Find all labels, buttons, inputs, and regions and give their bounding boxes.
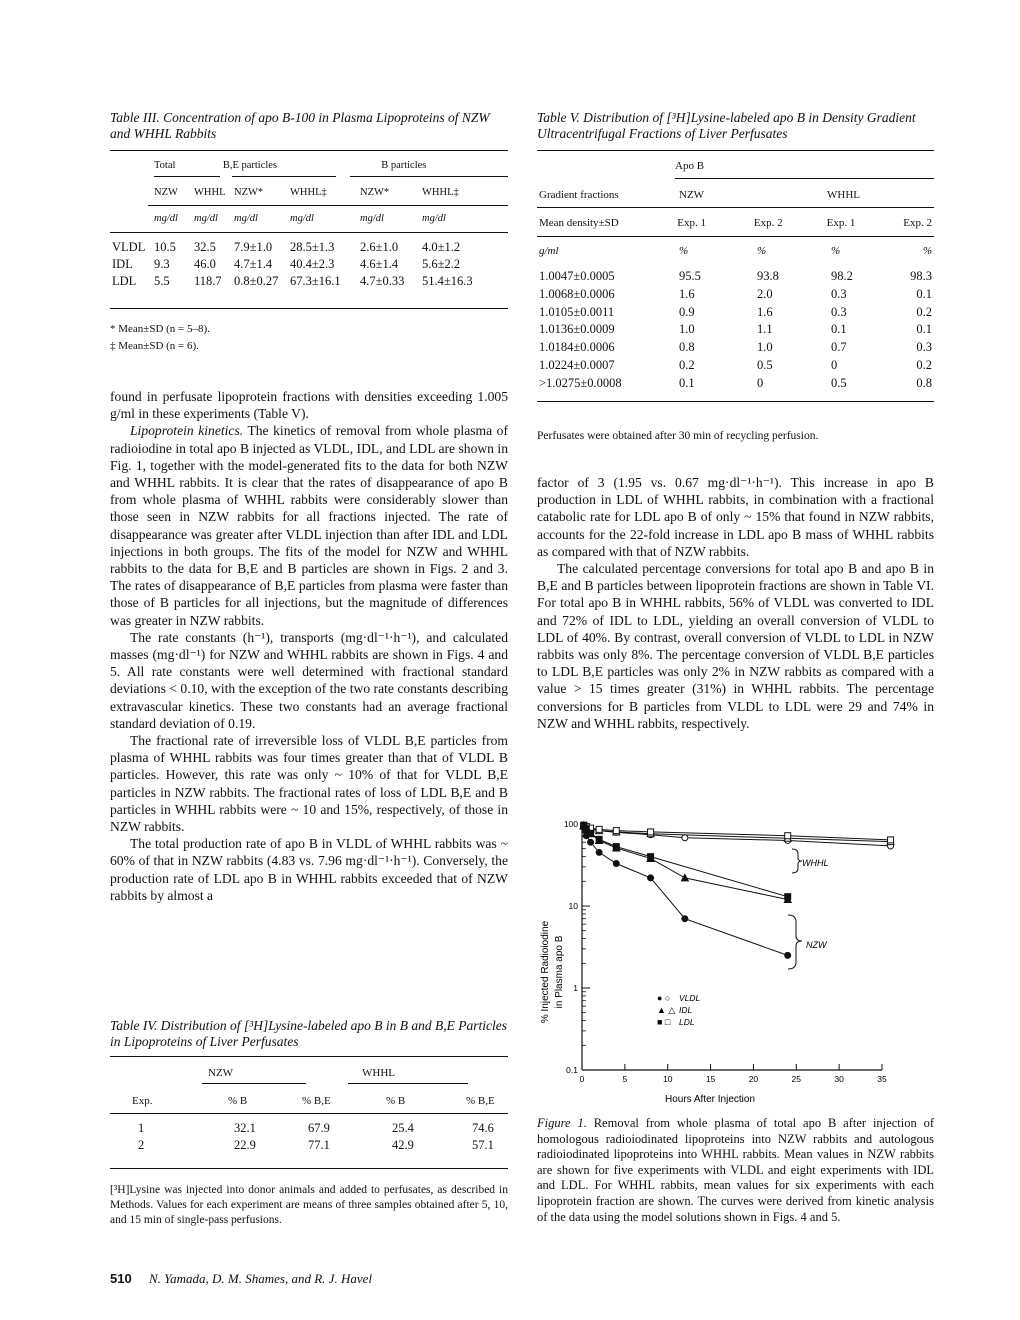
table-cell: 0.7 [831,340,847,355]
table-cell: 51.4±16.3 [422,274,473,288]
table-cell: 4.6±1.4 [360,257,399,271]
legend-label-vldl: VLDL [679,993,701,1003]
table4-rule-nzw [202,1083,306,1084]
table-cell: 0.5 [757,357,773,372]
table3-group-b: B particles [381,160,427,171]
table4-bottom-rule [110,1168,508,1169]
table3-row-label: VLDL [112,240,146,254]
table-cell: 1.0047±0.0005 [539,269,615,283]
data-point [682,835,688,841]
table5-bottom-rule [537,401,934,402]
paragraph: factor of 3 (1.95 vs. 0.67 mg·dl⁻¹·h⁻¹). This increase in apo B production in LDL of WHHL rabbits, in combination with a fractional catabolic rate for LDL apo B of only ~ 15% that found in NZW rabbits, accounts for the 22-fold increase in LDL apo B mass of WHHL rabbits as compared with that of NZW rabbits. [537,475,934,559]
data-point [596,849,602,855]
table-cell: 1.0224±0.0007 [539,357,615,372]
table3-sub-whhl: WHHL [194,187,226,198]
table-cell: 4.7±0.33 [360,274,405,288]
table3-units [110,212,508,226]
paragraph: The calculated percentage conversions for total apo B and apo B in B,E and B particles between lipoprotein fractions are shown in Table VI. For total apo B in WHHL rabbits, 56% of VLDL was converted to IDL and 72% of IDL to LDL, yielding an overall conversion of VLDL to LDL of 40%. By contrast, overall conversion of VLDL to LDL in NZW rabbits was only 8%. The percentage conversion of VLDL B,E particles to LDL B,E particles was only 2% in NZW rabbits as compared with a value > 15 times greater (31%) in WHHL rabbits. The percentage conversions for B particles from VLDL to LDL were 29 and 74% in NZW and WHHL rabbits, respectively. [537,561,934,731]
table-cell: 93.8 [757,269,779,283]
figure1 [530,812,950,1112]
table3-unit: mg/dl [194,213,218,224]
table3-group-total: Total [154,160,176,171]
paragraph [110,422,508,628]
table-cell: 0.1 [916,286,932,301]
x-tick-label: 0 [579,1074,585,1084]
table3-group-be: B,E particles [222,160,278,171]
table5-exp-header: Exp. 1 [677,217,707,229]
table-cell: 2 [138,1138,145,1152]
data-point [613,828,619,834]
data-point [785,952,791,958]
table4-body-rule [110,1113,508,1114]
table3-sub-nzw: NZW [154,187,178,198]
x-tick-label: 5 [622,1074,628,1084]
data-point [596,836,602,842]
table4-sub: % B [228,1095,248,1107]
x-tick-label: 10 [662,1074,673,1084]
table-cell: 67.3±16.1 [290,274,341,288]
table3-unit: mg/dl [290,213,314,224]
table-cell: 32.1 [234,1121,256,1135]
table-row [537,286,934,304]
table-cell: 1.0184±0.0006 [539,340,615,355]
table-cell: 98.2 [831,269,853,283]
table-cell: 0.1 [916,322,932,337]
paragraph: The rate constants (h⁻¹), transports (mg·dl⁻¹·h⁻¹), and calculated masses (mg·dl⁻¹) for NZW and WHHL rabbits are shown in Figs. 4 and 5. All rate constants were well determined with fractional standard deviations < 0.10, with the exception of the two rate constants describing extravascular kinetics. These two constants had an average fractional standard deviation of 0.19. [110,629,508,731]
table3-row-label: LDL [112,274,137,288]
data-point [596,826,602,832]
table-cell: 1.0105±0.0011 [539,304,615,319]
table4-footnote: [³H]Lysine was injected into donor animals and added to perfusates, as described in Methods. Values for each experiment are means of three samples obtained after 5, 10, and 15 min of single-pass perfusions. [110,1184,508,1226]
table-cell: 0.9 [679,304,695,319]
table5-group-nzw: NZW [679,189,705,201]
page-number: 510 [110,1271,132,1286]
table-cell: 0.3 [916,340,932,355]
table-cell: 25.4 [392,1121,414,1135]
table5-group-whhl: WHHL [827,189,860,201]
paragraph: The total production rate of apo B in VLDL of WHHL rabbits was ~ 60% of that in NZW rabbits (4.83 vs. 7.96 mg·dl⁻¹·h⁻¹). Conversely, the production rate of LDL apo B in WHHL rabbits exceeded that of NZW rabbits by almost a [110,836,508,903]
table-cell: 1.0 [679,322,695,337]
table-cell: 1.6 [679,286,695,301]
page-footer [110,1271,372,1287]
table3 [110,157,508,175]
table5-exp-header: Exp. 2 [903,217,932,229]
table3-rule-b [350,176,508,177]
left-body-text [110,388,508,904]
table-row [537,375,934,393]
legend-label-ldl: LDL [679,1017,695,1027]
table-cell: 0.5 [831,375,847,390]
y-tick-label: 100 [563,819,578,829]
data-point [588,839,594,845]
table5-exp-header: Exp. 1 [826,217,856,229]
table3-sub-nzw-b: NZW* [360,187,390,198]
table5-unit: g/ml [539,245,559,257]
x-tick-label: 20 [748,1074,759,1084]
data-point [888,837,894,843]
table-cell: 0.1 [831,322,847,337]
table-cell: 1.0 [757,340,773,355]
table-cell: 0.1 [679,375,695,390]
table-row [110,1137,508,1154]
table5-apob-rule [675,178,934,179]
table5-group-row [537,188,934,202]
table-cell: 0.2 [916,304,932,319]
table-cell: 10.5 [154,240,176,254]
table-cell: 22.9 [234,1138,256,1152]
table-row [537,268,934,286]
table-cell: 2.0 [757,286,773,301]
table5-mid-rule [537,207,934,208]
table4-sub: % B,E [302,1095,331,1107]
y-tick-label: 10 [568,901,578,911]
table-cell: 77.1 [308,1138,330,1152]
table5-caption: Table V. Distribution of [³H]Lysine-labeled apo B in Density Gradient Ultracentrifugal Fractions of Liver Perfusates [537,110,916,141]
table3-unit: mg/dl [360,213,384,224]
x-tick-label: 30 [834,1074,844,1084]
table-cell: 5.6±2.2 [422,257,461,271]
table3-row-label: IDL [112,257,133,271]
table-cell: 0.8 [679,340,695,355]
table5-col1-header: Gradient fractions [539,189,619,201]
table-cell: 0.3 [831,286,847,301]
footer-authors: N. Yamada, D. M. Shames, and R. J. Havel [148,1271,372,1286]
table-row [110,239,508,256]
data-point [648,875,654,881]
table-cell: 1.1 [757,322,773,337]
x-tick-label: 35 [877,1074,887,1084]
table3-unit: mg/dl [154,213,178,224]
table3-body [110,186,508,200]
data-point [613,860,619,866]
table4-sub-exp: Exp. [132,1095,153,1107]
table-cell: 1.0136±0.0009 [539,322,615,337]
table-cell: 95.5 [679,269,701,283]
table5-exp-row [537,216,934,230]
table5-unit: % [831,245,841,257]
table5-density-header: Mean density±SD [539,217,619,229]
table-cell: 0.3 [831,304,847,319]
table-cell: 4.0±1.2 [422,240,461,254]
y-tick-label: 1 [573,983,578,993]
table-cell: 0.8±0.27 [234,274,279,288]
paragraph-text: The kinetics of removal from whole plasma of radioiodine in total apo B injected as VLDL, IDL, and LDL are shown in Fig. 1, together with the model-generated fits to the data for both NZW and WHHL rabbits. It is clear that the rates of disappearance of apo B from whole plasma of WHHL rabbits were considerably slower than those seen in NZW rabbits for all fractions injected. The rate of disappearance was greater after VLDL injection than after IDL and LDL injections in both groups. The fits of the model for NZW and WHHL rabbits to the data for B,E and B particles are shown in Figs. 2 and 3. The rates of disappearance of B,E particles from plasma were faster than those of B particles for all injections, but the magnitude of differences was greater in NZW rabbits. [110,423,508,628]
table-cell: 74.6 [472,1121,494,1135]
table3-sub-whhl-be: WHHL‡ [290,187,327,198]
table4-rule-whhl [348,1083,468,1084]
figure1-caption-lead: Figure 1. [537,1116,587,1130]
table3-caption: Table III. Concentration of apo B-100 in Plasma Lipoproteins of NZW and WHHL Rabbits [110,110,490,141]
table3-rows [110,239,508,290]
table5-units-rule [537,236,934,237]
table-row [537,321,934,339]
table-cell: 0.2 [916,357,932,372]
table-cell: 0 [757,375,764,390]
figure1-label-nzw: NZW [806,940,827,950]
table5-unit: % [679,245,689,257]
table-cell: 1 [138,1121,145,1135]
paragraph: The fractional rate of irreversible loss of VLDL B,E particles from plasma of WHHL rabbits was four times greater than that of VLDL B particles. However, this rate was only ~ 10% of that for VLDL B,E particles in NZW rabbits. The fractional rates of loss of LDL B,E and B particles in WHHL rabbits were ~ 10 and 15%, respectively, of those in NZW rabbits. [110,733,508,835]
table-cell: 118.7 [194,274,222,288]
legend-symbols-ldl: ■ □ [657,1017,671,1027]
table-cell: >1.0275±0.0008 [539,375,622,390]
figure1-ylabel-2: in Plasma apo B [554,935,565,1009]
table5-rows [537,268,934,393]
table-cell: 1.0068±0.0006 [539,286,615,301]
figure1-plot [530,812,950,1112]
figure1-legend [657,993,701,1027]
table-cell: 0.2 [679,357,695,372]
table5-top-rule [537,150,934,151]
table3-footnote-1: * Mean±SD (n = 5–8). [110,323,210,335]
table5-unit: % [922,245,932,257]
figure1-ylabel-1: % Injected Radioiodine [540,920,551,1024]
data-point [681,874,688,881]
x-tick-label: 15 [705,1074,716,1084]
table-cell: 28.5±1.3 [290,240,335,254]
table3-rule-total [154,176,220,177]
table-cell: 0 [831,357,838,372]
table-cell: 32.5 [194,240,216,254]
table3-unit: mg/dl [422,213,446,224]
figure1-caption-text: Removal from whole plasma of total apo B after injection of homologous radioiodinated lipoproteins into NZW rabbits and autologous radioiodinated lipoproteins into WHHL rabbits. Mean values in NZW rabbits are shown for five experiments with VLDL and eight experiments with IDL and LDL. For WHHL rabbits, mean values for six experiments with each lipoprotein fraction are shown. The curves were derived from kinetic analysis of the data using the model solutions shown in Figs. 4 and 5. [537,1116,934,1224]
table-cell: 5.5 [154,274,170,288]
paragraph: found in perfusate lipoprotein fractions with densities exceeding 1.005 g/ml in these experiments (Table V). [110,389,508,422]
table3-bottom-rule [110,308,508,309]
legend-symbols-idl: ▲ △ [657,1005,676,1015]
series-line [584,825,891,846]
table5-unit: % [757,245,767,257]
table4-sub: % B [386,1095,406,1107]
table-row [110,256,508,273]
table4-caption: Table IV. Distribution of [³H]Lysine-labeled apo B in B and B,E Particles in Lipoproteins of Liver Perfusates [110,1018,508,1049]
y-tick-label: 0.1 [566,1065,578,1075]
table-row [537,339,934,357]
table5-footnote: Perfusates were obtained after 30 min of recycling perfusion. [537,430,819,442]
table-row [537,304,934,322]
table3-sub-nzw-be: NZW* [234,187,264,198]
data-point [588,830,594,836]
table3-unit: mg/dl [234,213,258,224]
table4-groups [110,1066,508,1080]
figure1-label-whhl: WHHL [802,858,829,868]
table-row [110,273,508,290]
table4-group-nzw: NZW [208,1067,234,1079]
figure1-xlabel: Hours After Injection [664,1094,756,1105]
table-cell: 40.4±2.3 [290,257,335,271]
table3-sub-whhl-b: WHHL‡ [422,187,459,198]
table-row [110,1120,508,1137]
nzw-brace [788,915,802,969]
table3-body-rule [110,232,508,233]
table-cell: 57.1 [472,1138,494,1152]
whhl-brace [792,849,802,873]
legend-symbols-vldl: ● ○ [657,993,671,1003]
data-point [785,833,791,839]
table5-exp-header: Exp. 2 [753,217,783,229]
data-point [613,844,619,850]
table4-subheaders [110,1094,508,1108]
table-cell: 9.3 [154,257,170,271]
data-point [648,829,654,835]
table-cell: 7.9±1.0 [234,240,273,254]
legend-label-idl: IDL [679,1005,693,1015]
right-body-text [537,474,934,732]
figure1-caption [537,1116,934,1225]
x-tick-label: 25 [791,1074,802,1084]
data-point [648,854,654,860]
table-cell: 4.7±1.4 [234,257,273,271]
data-point [682,916,688,922]
data-point [785,894,791,900]
table4-top-rule [110,1056,508,1057]
table3-rule-be [232,176,336,177]
table-cell: 98.3 [910,269,932,283]
table-cell: 67.9 [308,1121,330,1135]
table5-units-row [537,244,934,258]
table4-group-whhl: WHHL [362,1067,395,1079]
table4-sub: % B,E [466,1095,495,1107]
table3-footnote-2: ‡ Mean±SD (n = 6). [110,340,199,352]
table-cell: 42.9 [392,1138,414,1152]
table5-top-header: Apo B [675,160,705,172]
table3-units-rule [148,205,508,206]
table-cell: 46.0 [194,257,216,271]
table3-top-rule [110,150,508,151]
table-cell: 2.6±1.0 [360,240,399,254]
table-row [537,357,934,375]
paragraph-lead: Lipoprotein kinetics. [130,423,244,439]
table-cell: 0.8 [916,375,932,390]
table-cell: 1.6 [757,304,773,319]
table4-rows [110,1120,508,1154]
